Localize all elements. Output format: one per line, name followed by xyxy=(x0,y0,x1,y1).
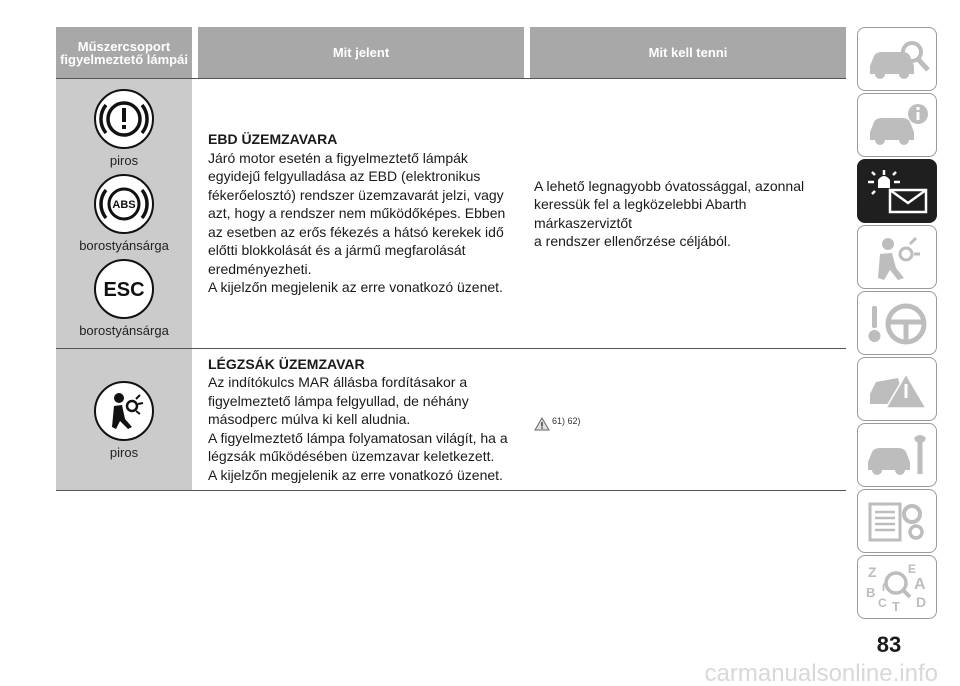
tab-car-warning[interactable] xyxy=(857,357,937,421)
meaning-column xyxy=(192,79,524,348)
meaning-column xyxy=(192,349,524,490)
index-letter: I xyxy=(882,582,886,594)
steering-wheel-icon xyxy=(862,298,932,348)
index-letter: Z xyxy=(868,564,877,580)
action-line: A lehető legnagyobb óvatossággal, azonnal xyxy=(534,177,805,194)
table-row xyxy=(56,349,846,491)
meaning-line: A kijelzőn megjelenik az erre vonatkozó üzenet. xyxy=(208,466,503,483)
icon-group xyxy=(79,172,169,253)
car-warning-triangle-icon xyxy=(862,364,932,414)
icon-column xyxy=(56,79,192,348)
page-number: 83 xyxy=(876,632,902,657)
table-header xyxy=(56,27,846,79)
table-row xyxy=(56,79,846,349)
meaning-line: eredményezheti. xyxy=(208,260,312,277)
index-letter: E xyxy=(908,562,917,576)
icon-label: piros xyxy=(109,153,139,168)
warning-exclamation-icon xyxy=(92,87,156,151)
warning-lights-table xyxy=(56,27,846,491)
index-letter: C xyxy=(878,596,887,610)
esc-glyph: ESC xyxy=(103,279,145,301)
index-letter: A xyxy=(914,576,926,593)
tab-seat-airbag[interactable] xyxy=(857,225,937,289)
icon-label: borostyánsárga xyxy=(79,323,169,338)
icon-column xyxy=(56,349,192,490)
tab-warning-lights[interactable] xyxy=(857,159,937,223)
esc-icon xyxy=(92,257,156,321)
tab-car-service[interactable] xyxy=(857,423,937,487)
watermark-footer: carmanualsonline.info xyxy=(704,660,938,686)
meaning-line: egyidejű felgyulladása az EBD (elektronikus xyxy=(208,168,481,185)
chapter-tabs xyxy=(857,27,937,621)
tab-car-info[interactable] xyxy=(857,93,937,157)
icon-label: borostyánsárga xyxy=(79,238,169,253)
fault-title: EBD ÜZEMZAVARA xyxy=(208,131,338,148)
note-refs: 61) 62) xyxy=(552,416,581,427)
action-line: keressük fel a legközelebbi Abarth márkaszerviztőt xyxy=(534,196,747,231)
header-meaning: Mit jelent xyxy=(198,27,524,78)
meaning-line: az esetben az erős fékezés a hátsó kerekek idő xyxy=(208,223,504,240)
meaning-line: figyelmeztető lámpa felgyullad, de néhány xyxy=(208,392,469,409)
abs-glyph: ABS xyxy=(112,199,136,211)
tab-index[interactable] xyxy=(857,555,937,619)
specs-gear-icon xyxy=(862,496,932,546)
warning-note xyxy=(534,412,846,431)
seat-airbag-icon xyxy=(862,232,932,282)
airbag-icon xyxy=(92,379,156,443)
meaning-line: másodperc múlva ki kell aludnia. xyxy=(208,411,411,428)
meaning-line: Az indítókulcs MAR állásba fordításakor a xyxy=(208,374,468,391)
meaning-line: A kijelzőn megjelenik az erre vonatkozó üzenet. xyxy=(208,279,503,296)
car-search-icon xyxy=(862,34,932,84)
meaning-line: fékerőelosztó) rendszer üzemzavarát jelzi, vagy xyxy=(208,186,504,203)
header-action: Mit kell tenni xyxy=(530,27,846,78)
icon-group xyxy=(92,379,156,460)
index-letter: D xyxy=(916,594,927,610)
action-line: a rendszer ellenőrzése céljából. xyxy=(534,233,731,249)
tab-specs[interactable] xyxy=(857,489,937,553)
warning-triangle-icon xyxy=(534,417,550,431)
tab-steering-wheel[interactable] xyxy=(857,291,937,355)
index-letters-icon xyxy=(862,559,932,615)
action-column xyxy=(524,349,846,490)
index-letter: T xyxy=(892,599,900,614)
fault-title: LÉGZSÁK ÜZEMZAVAR xyxy=(208,355,365,372)
meaning-line: Járó motor esetén a figyelmeztető lámpák xyxy=(208,149,468,166)
warning-light-message-icon xyxy=(862,166,932,216)
car-wrench-icon xyxy=(862,430,932,480)
car-info-icon xyxy=(862,100,932,150)
abs-icon xyxy=(92,172,156,236)
icon-label: piros xyxy=(109,445,139,460)
tab-car-search[interactable] xyxy=(857,27,937,91)
action-column xyxy=(524,79,846,348)
meaning-line: azt, hogy a rendszer nem működőképes. Ebben xyxy=(208,205,506,222)
icon-group xyxy=(79,257,169,338)
header-warning-lights: Műszercsoport figyelmeztető lámpái xyxy=(56,27,192,78)
meaning-line: A figyelmeztető lámpa folyamatosan világít, ha a xyxy=(208,429,508,446)
icon-group xyxy=(92,87,156,168)
meaning-line: légzsák működésében üzemzavar keletkezett. xyxy=(208,448,495,465)
index-letter: B xyxy=(866,585,876,600)
meaning-line: előtti blokkolását és a jármű megfarolását xyxy=(208,242,466,259)
